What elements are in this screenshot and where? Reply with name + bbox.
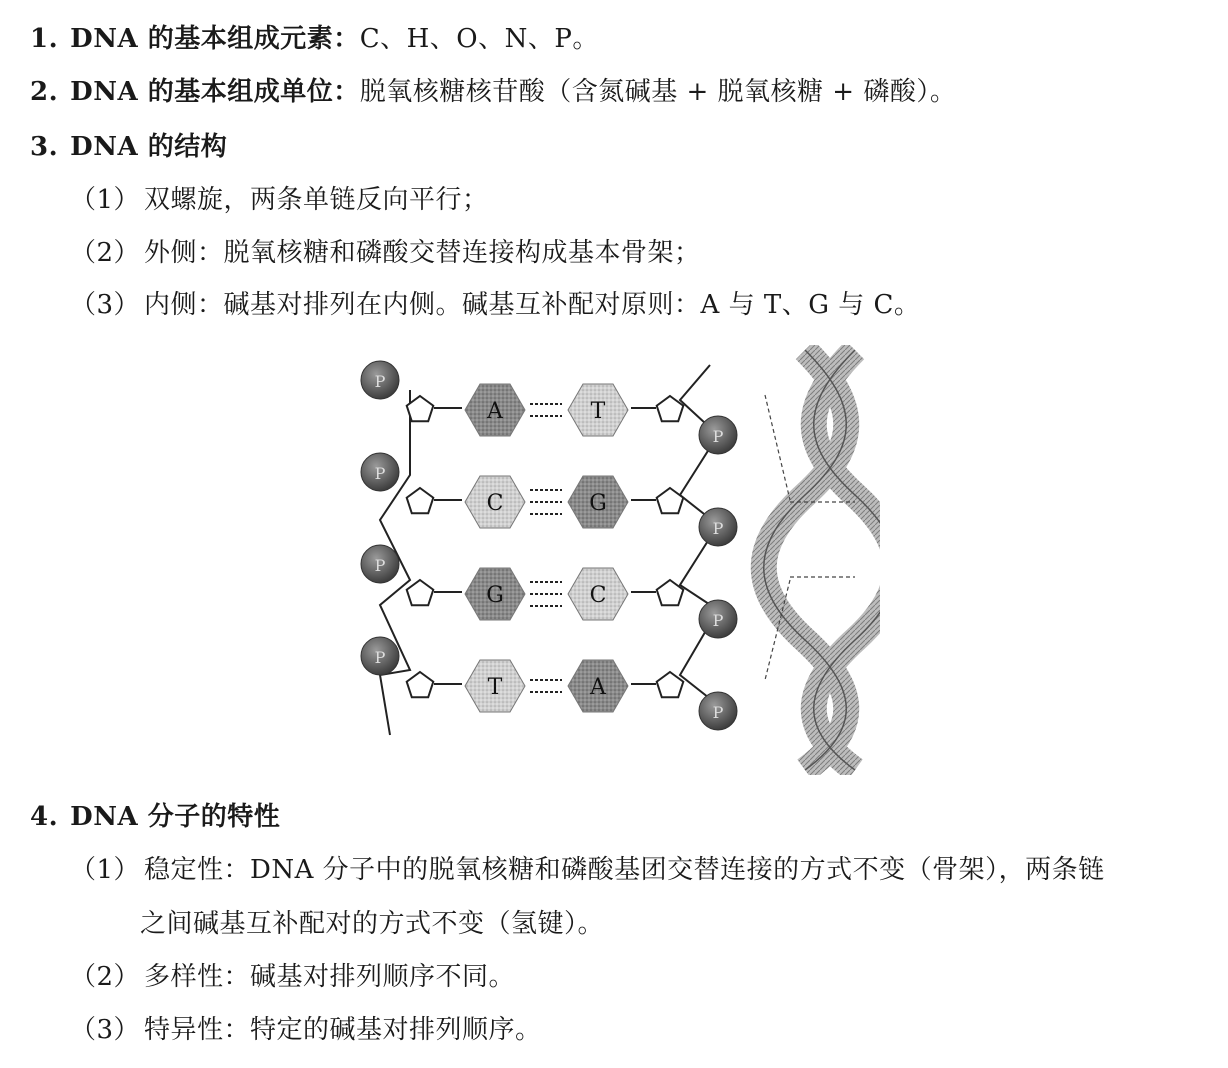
structure-item-3 (70, 288, 920, 322)
deoxyribose-left (407, 488, 434, 513)
phosphate-label: P (712, 519, 724, 538)
structure-item-2 (70, 236, 701, 270)
base-letter-left: C (486, 491, 504, 516)
deoxyribose-right (657, 672, 684, 697)
item-label: （2） (70, 238, 141, 268)
section-number: 4. (30, 802, 59, 832)
deoxyribose-right (657, 488, 684, 513)
phosphate-label: P (374, 556, 386, 575)
item-text: 内侧：碱基对排列在内侧。碱基互补配对原则：A 与 T、G 与 C。 (144, 290, 921, 320)
deoxyribose-right (657, 580, 684, 605)
item-label: （1） (70, 855, 141, 885)
section-heading: DNA 的基本组成元素： (70, 24, 360, 54)
property-item-2 (70, 960, 515, 994)
base-letter-left: G (486, 583, 504, 608)
structure-item-1 (70, 183, 489, 217)
base-letter-right: C (589, 583, 607, 608)
item-text-continued: 之间碱基互补配对的方式不变（氢键）。 (140, 909, 605, 939)
base-pairs-layer (361, 361, 737, 735)
section-number: 1. (30, 24, 59, 54)
section-number: 3. (30, 132, 59, 162)
section-4 (30, 800, 280, 834)
dna-structure-figure (350, 345, 880, 775)
deoxyribose-left (407, 672, 434, 697)
phosphate-label: P (712, 611, 724, 630)
section-body: 脱氧核糖核苷酸（含氮碱基 + 脱氧核糖 + 磷酸）。 (359, 77, 957, 107)
base-letter-right: A (590, 675, 606, 700)
deoxyribose-left (407, 580, 434, 605)
section-heading: DNA 的结构 (70, 132, 228, 162)
phosphate-label: P (374, 464, 386, 483)
item-text: 稳定性：DNA 分子中的脱氧核糖和磷酸基团交替连接的方式不变（骨架），两条链 (144, 855, 1105, 885)
section-1 (30, 22, 599, 56)
base-letter-right: G (589, 491, 607, 516)
double-helix-illustration (764, 350, 880, 770)
item-text: 特异性：特定的碱基对排列顺序。 (144, 1015, 542, 1045)
item-label: （3） (70, 1015, 141, 1045)
item-text: 多样性：碱基对排列顺序不同。 (144, 962, 516, 992)
base-letter-left: T (487, 675, 503, 700)
section-3 (30, 130, 227, 164)
phosphate-label: P (712, 703, 724, 722)
phosphate-label: P (712, 427, 724, 446)
base-letter-right: T (590, 399, 606, 424)
item-text: 外侧：脱氧核糖和磷酸交替连接构成基本骨架； (144, 238, 701, 268)
item-label: （1） (70, 185, 141, 215)
phosphate-label: P (374, 372, 386, 391)
property-item-1-continued (140, 907, 604, 941)
base-letter-left: A (487, 399, 503, 424)
item-label: （2） (70, 962, 141, 992)
section-2 (30, 75, 956, 109)
phosphate-label: P (374, 648, 386, 667)
item-label: （3） (70, 290, 141, 320)
item-text: 双螺旋，两条单链反向平行； (144, 185, 489, 215)
section-body: C、H、O、N、P。 (359, 24, 599, 54)
section-number: 2. (30, 77, 59, 107)
section-heading: DNA 分子的特性 (70, 802, 281, 832)
property-item-1 (70, 853, 1105, 887)
section-heading: DNA 的基本组成单位： (70, 77, 360, 107)
property-item-3 (70, 1013, 542, 1047)
